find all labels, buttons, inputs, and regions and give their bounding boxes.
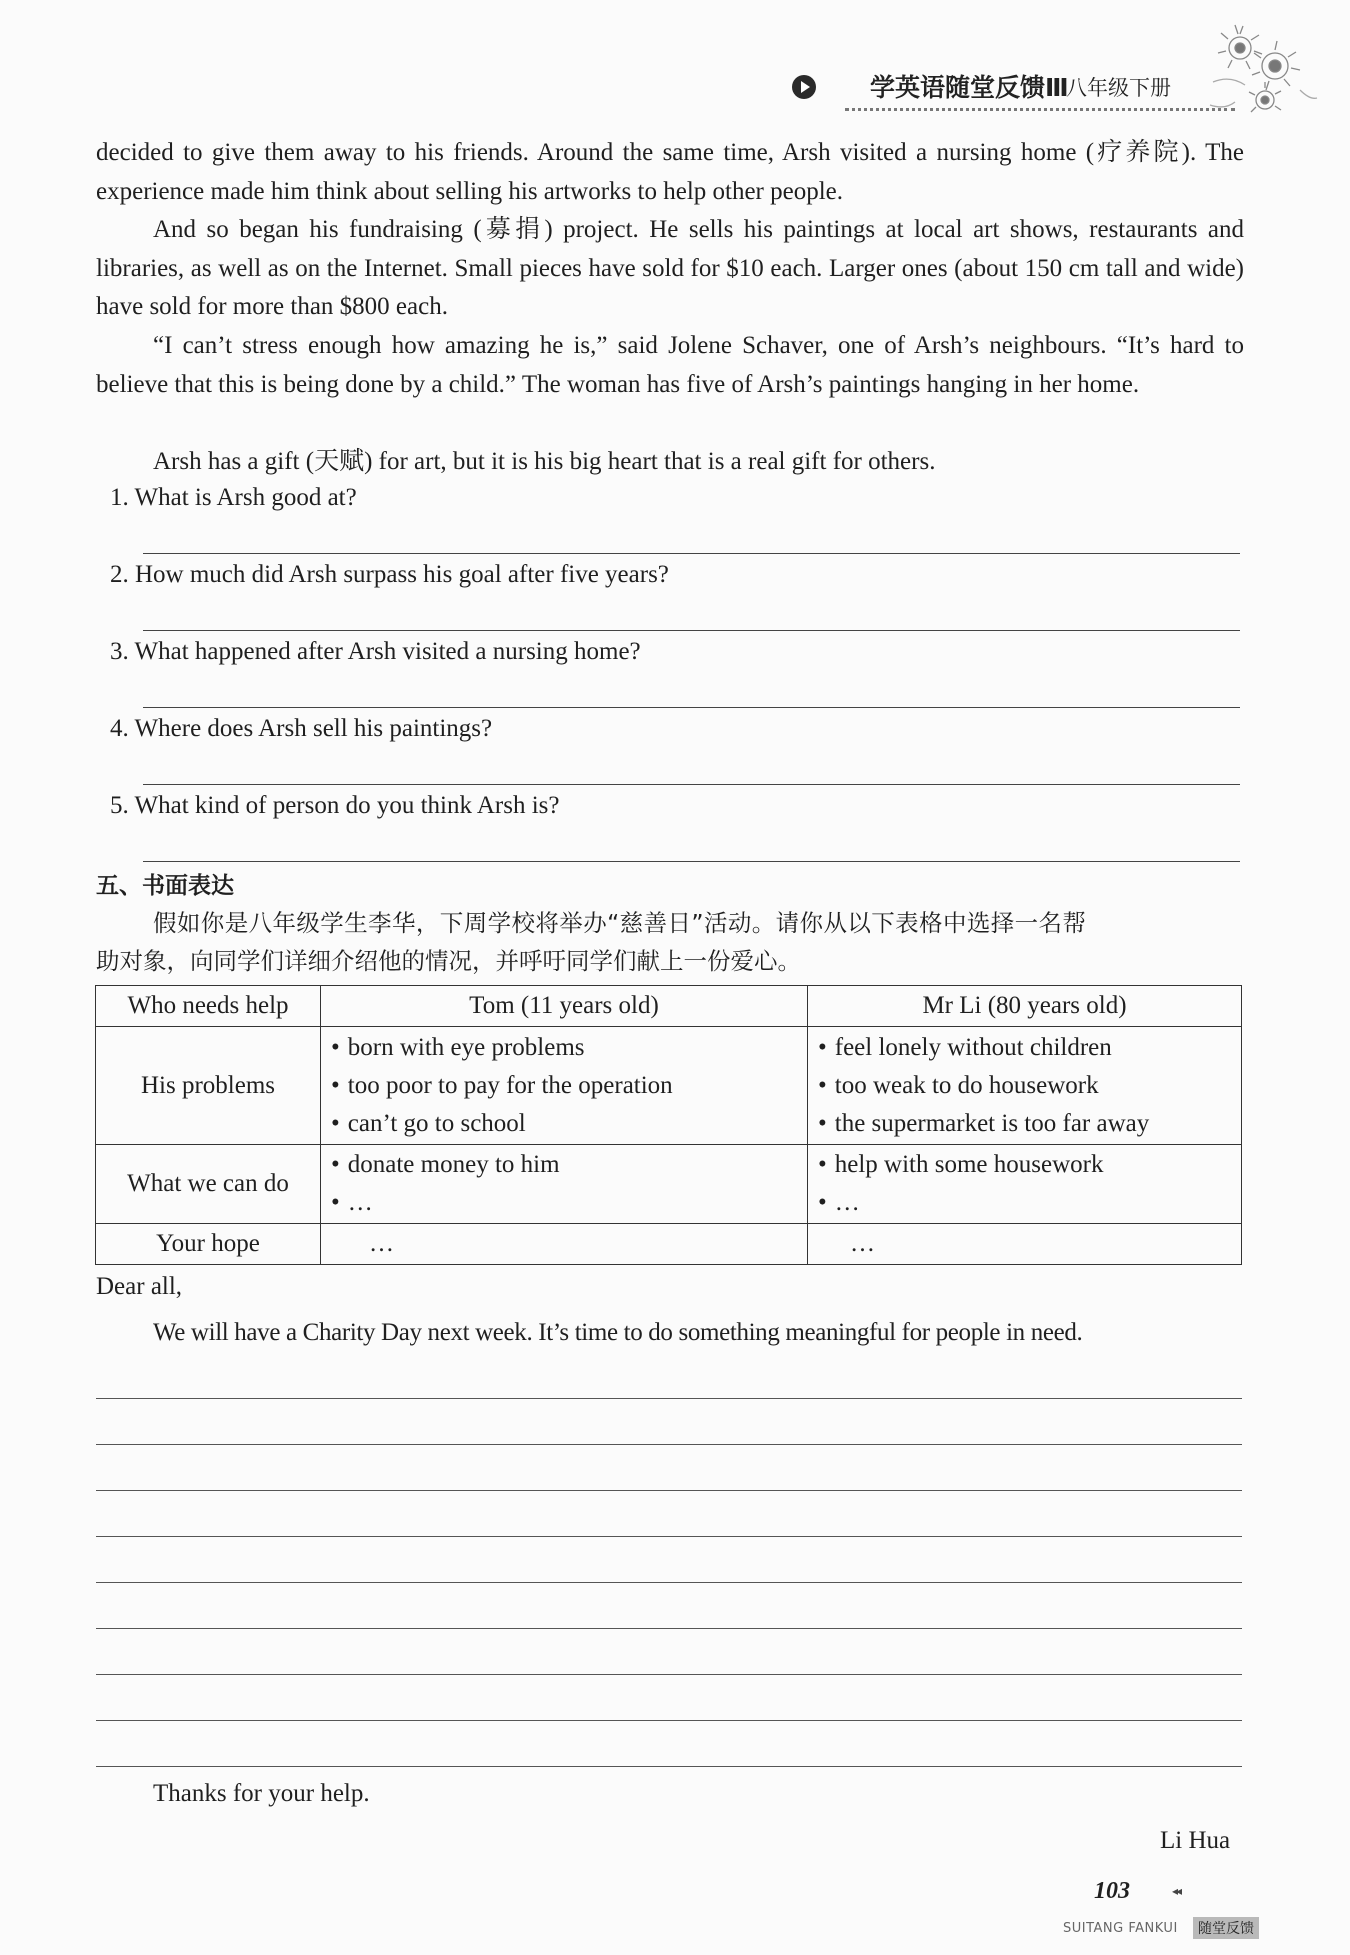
passage-paragraph-4: Arsh has a gift (天赋) for art, but it is his big heart that is a real gift for others. (153, 448, 936, 475)
row-label-problems: His problems (96, 1027, 321, 1145)
li-hope-cell: … (808, 1224, 1242, 1265)
writing-line[interactable] (96, 1490, 1242, 1491)
passage-paragraph-1: decided to give them away to his friends. Around the same time, Arsh visited a nursing home (疗养院). The experience made him think about selling his artworks to help other people. (96, 139, 1244, 205)
tom-hope-cell: … (321, 1224, 808, 1265)
table-row (96, 1027, 1242, 1145)
list-item: • can’t go to school (331, 1105, 797, 1143)
section-title-writing: 五、书面表达 (96, 873, 234, 899)
letter-closing: Thanks for your help. (153, 1780, 370, 1807)
table-header-row (96, 986, 1242, 1027)
answer-line-5[interactable] (143, 861, 1240, 862)
answer-line-1[interactable] (143, 553, 1240, 554)
answer-line-2[interactable] (143, 630, 1240, 631)
list-item: • born with eye problems (331, 1029, 797, 1067)
question-4: 4. Where does Arsh sell his paintings? (110, 715, 493, 742)
writing-task-instructions (96, 904, 1244, 980)
list-item: • … (818, 1184, 1231, 1222)
list-item: • too weak to do housework (818, 1067, 1231, 1105)
play-icon (792, 75, 816, 99)
passage-paragraph-3: “I can’t stress enough how amazing he is,” said Jolene Schaver, one of Arsh’s neighbours. “It’s hard to believe that this is being done by a child.” The woman has five of Arsh’s paintings hanging in her home. (96, 332, 1244, 398)
writing-line[interactable] (96, 1582, 1242, 1583)
header-dotted-rule (845, 108, 1235, 111)
letter-greeting: Dear all, (96, 1273, 183, 1300)
book-title: 学英语随堂反馈Ⅲ (870, 73, 1069, 102)
task-line-1: 假如你是八年级学生李华，下周学校将举办“慈善日”活动。请你从以下表格中选择一名帮 (153, 909, 1087, 937)
writing-line[interactable] (96, 1766, 1242, 1767)
list-item: • the supermarket is too far away (818, 1105, 1231, 1143)
question-1: 1. What is Arsh good at? (110, 484, 357, 511)
grade-label: 八年级下册 (1066, 76, 1171, 100)
row-label-what-we-can-do: What we can do (96, 1145, 321, 1224)
question-3: 3. What happened after Arsh visited a nursing home? (110, 638, 641, 665)
list-item: • feel lonely without children (818, 1029, 1231, 1067)
list-item: • help with some housework (818, 1146, 1231, 1184)
writing-line[interactable] (96, 1398, 1242, 1399)
question-5: 5. What kind of person do you think Arsh is? (110, 792, 560, 819)
passage-paragraph-2: And so began his fundraising (募捐) project. He sells his paintings at local art shows, restaurants and libraries, as well as on the Internet. Small pieces have sold for $10 each. Larger ones (about 150 cm tall and wide) have sold for more than $800 each. (96, 216, 1244, 321)
writing-line[interactable] (96, 1674, 1242, 1675)
header-who-needs-help: Who needs help (96, 986, 321, 1027)
answer-line-4[interactable] (143, 784, 1240, 785)
li-problems-cell (808, 1027, 1242, 1145)
writing-line[interactable] (96, 1628, 1242, 1629)
table-row (96, 1145, 1242, 1224)
letter-signature: Li Hua (1160, 1827, 1231, 1854)
page-number: 103 (1094, 1878, 1130, 1904)
header-tom: Tom (11 years old) (321, 986, 808, 1027)
header-mr-li: Mr Li (80 years old) (808, 986, 1242, 1027)
letter-opening: We will have a Charity Day next week. It’s time to do something meaningful for people in need. (153, 1319, 1083, 1346)
table-row (96, 1224, 1242, 1265)
help-options-table (95, 985, 1242, 1265)
footer-pinyin: SUITANG FANKUI (1063, 1921, 1178, 1936)
arrow-left-icon: ◂◂ (1172, 1884, 1181, 1898)
task-line-2: 助对象，向同学们详细介绍他的情况，并呼吁同学们献上一份爱心。 (96, 947, 801, 975)
writing-line[interactable] (96, 1536, 1242, 1537)
list-item: • … (331, 1184, 797, 1222)
list-item: • donate money to him (331, 1146, 797, 1184)
writing-line[interactable] (96, 1720, 1242, 1721)
tom-actions-cell (321, 1145, 808, 1224)
sunflower-decoration-icon (1205, 20, 1320, 120)
list-item: • too poor to pay for the operation (331, 1067, 797, 1105)
writing-line[interactable] (96, 1444, 1242, 1445)
li-actions-cell (808, 1145, 1242, 1224)
footer-badge: 随堂反馈 (1193, 1917, 1259, 1939)
tom-problems-cell (321, 1027, 808, 1145)
row-label-your-hope: Your hope (96, 1224, 321, 1265)
answer-line-3[interactable] (143, 707, 1240, 708)
question-2: 2. How much did Arsh surpass his goal after five years? (110, 561, 669, 588)
